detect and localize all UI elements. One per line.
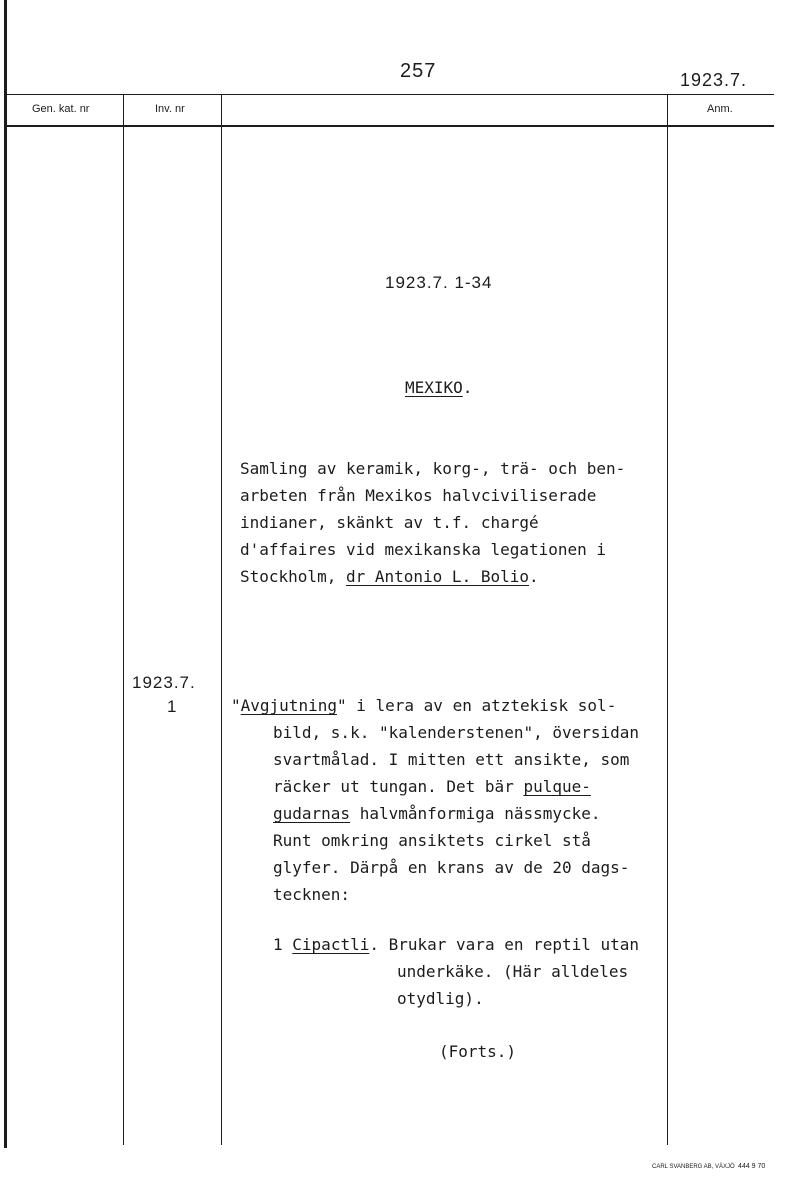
description-line-last: Stockholm, dr Antonio L. Bolio. bbox=[240, 567, 539, 586]
inv-year: 1923.7. bbox=[132, 673, 196, 692]
region-title-dot: . bbox=[462, 378, 473, 397]
description-line: indianer, skänkt av t.f. chargé bbox=[240, 513, 539, 532]
header-top-rule bbox=[7, 94, 774, 95]
printer-imprint: CARL SVANBERG AB, VÄXJÖ 444 9 70 bbox=[652, 1163, 766, 1170]
header-bottom-rule bbox=[7, 125, 774, 127]
entry-line: tecknen: bbox=[273, 885, 351, 904]
description-line: arbeten från Mexikos halvciviliserade bbox=[240, 486, 597, 505]
entry-line: glyfer. Därpå en krans av de 20 dags- bbox=[273, 858, 630, 877]
pulque-term: pulque- bbox=[523, 777, 591, 796]
glyph-name: Cipactli bbox=[292, 935, 370, 954]
region-title-text: MEXIKO bbox=[405, 378, 463, 397]
glyph-item-first-line: 1 Cipactli. Brukar vara en reptil utan bbox=[273, 935, 640, 954]
column-header-gen-kat: Gen. kat. nr bbox=[32, 103, 90, 115]
entry-line-gudarnas: gudarnas halvmånformiga nässmycke. bbox=[273, 804, 601, 823]
entry-line: svartmålad. I mitten ett ansikte, som bbox=[273, 750, 630, 769]
column-rule-gen-inv bbox=[123, 95, 124, 1145]
glyph-number: 1 bbox=[273, 935, 283, 954]
glyph-desc-line: underkäke. (Här alldeles bbox=[397, 962, 629, 981]
collection-range: 1923.7. 1-34 bbox=[385, 273, 493, 292]
description-line: Samling av keramik, korg-, trä- och ben- bbox=[240, 459, 626, 478]
column-header-anm: Anm. bbox=[707, 103, 733, 115]
left-margin-rule bbox=[4, 0, 7, 1148]
column-rule-text-anm bbox=[667, 95, 668, 1145]
entry-line-pulque: räcker ut tungan. Det bär pulque- bbox=[273, 777, 591, 796]
continued-note: (Forts.) bbox=[439, 1042, 517, 1061]
inv-number: 1 bbox=[167, 697, 177, 716]
gudarnas-term: gudarnas bbox=[273, 804, 351, 823]
entry-title-line: "Avgjutning" i lera av en atztekisk sol- bbox=[231, 696, 617, 715]
column-rule-inv-text bbox=[221, 95, 222, 1145]
column-header-inv: Inv. nr bbox=[155, 103, 185, 115]
entry-line: Runt omkring ansiktets cirkel stå bbox=[273, 831, 591, 850]
description-line: d'affaires vid mexikanska legationen i bbox=[240, 540, 607, 559]
year-reference: 1923.7. bbox=[680, 70, 748, 90]
region-title bbox=[405, 380, 472, 396]
page-number: 257 bbox=[400, 60, 437, 82]
donor-name: dr Antonio L. Bolio bbox=[345, 567, 529, 586]
glyph-desc-line: otydlig). bbox=[397, 989, 484, 1008]
entry-title: Avgjutning bbox=[240, 696, 337, 715]
entry-line: bild, s.k. "kalenderstenen", översidan bbox=[273, 723, 640, 742]
